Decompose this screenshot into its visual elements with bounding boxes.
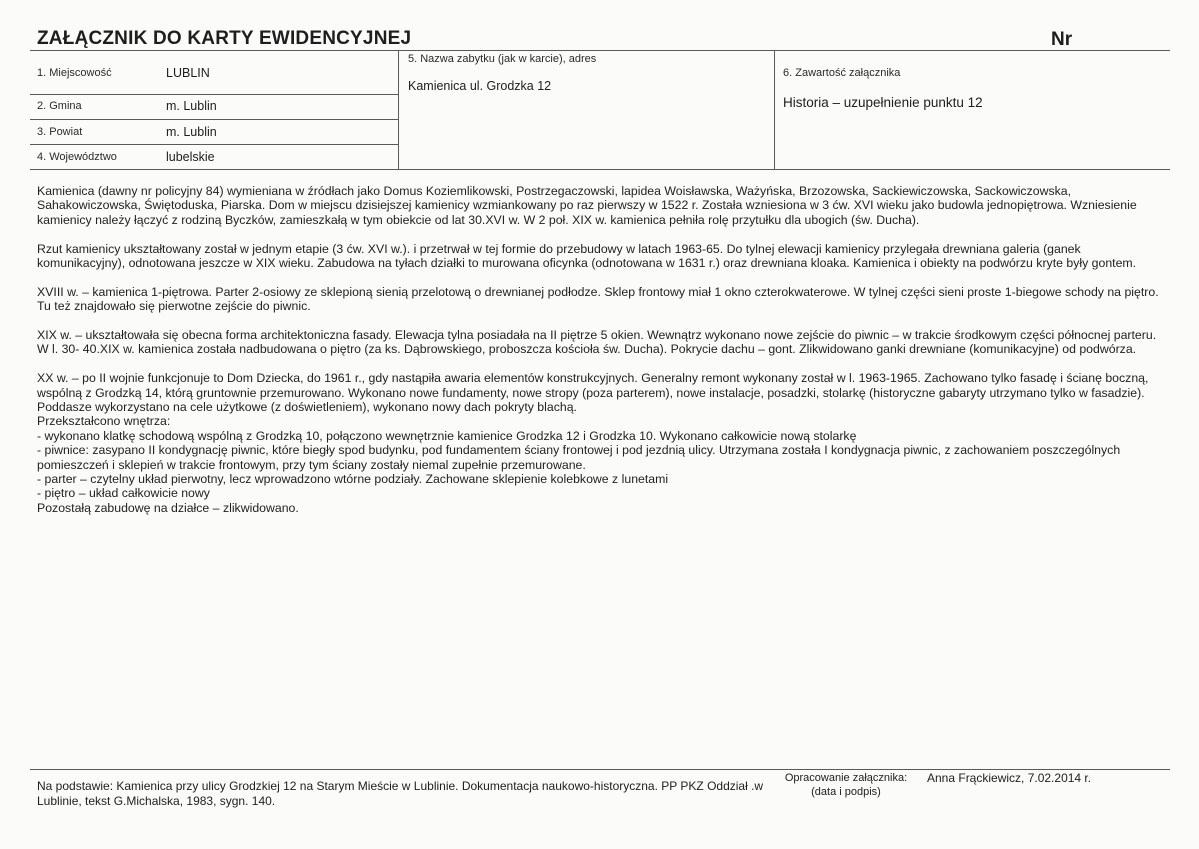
list-item: - piwnice: zasypano II kondygnację piwnic, które biegły spod budynku, pod fundamentem ściany frontowej i pod jezdnią ulicy. Utrzymana została I kondygnacja piwnic, z zachowaniem poszczególnych pomieszczeń i sklepień w trakcie frontowym, przy tym ściany zostały niemal zupełnie przemurowane. — [37, 443, 1121, 472]
paragraph-20th-century: XX w. – po II wojnie funkcjonuje to Dom Dziecka, do 1961 r., gdy nastąpiła awaria elementów konstrukcyjnych. Generalny remont wykonany został w l. 1963-1965. Zachowano tylko fasadę i ścianę boczną, wspólną z Grodzką 14, którą gruntownie przemurowano. Wykonano nowe fundamenty, nowe stropy (poza parterem), nowe instalacje, posadzki, stolarkę (historyczne gabaryty utrzymano tylko w fasadzie). Poddasze wykorzystano na cele użytkowe (z doświetleniem), wykonano nowy dach pokryty blachą. — [37, 371, 1149, 415]
header-bottom-rule — [30, 169, 1170, 170]
history-text — [37, 184, 1165, 515]
list-item: - parter – czytelny układ pierwotny, lecz wprowadzono wtórne podziały. Zachowane sklepienie kolebkowe z lunetami — [37, 472, 669, 487]
top-rule — [30, 50, 1170, 51]
paragraph-origins: Kamienica (dawny nr policyjny 84) wymieniana w źródłach jako Domus Koziemlikowski, Postrzegaczowski, lapidea Woisławska, Ważyńska, Brzozowska, Sackiewiczowska, Sackowiczowska, Sahakowiczowska, Świętoduska, Piarska. Dom w miejscu dzisiejszej kamienicy wzmiankowany po raz pierwszy w 1522 r. Została wzniesiona w 3 ćw. XVI wieku jako budowla jednopiętrowa. Wzniesienie kamienicy należy łączyć z rodziną Byczków, zamieszkałą w tym obiekcie od lat 30.XVI w. W 2 poł. XIX w. kamienica pełniła rolę przytułku dla ubogich (św. Ducha). — [37, 184, 1137, 227]
nazwa-label: 5. Nazwa zabytku (jak w karcie), adres — [408, 53, 597, 65]
prepared-by-value: Anna Frąckiewicz, 7.02.2014 r. — [927, 771, 1092, 785]
wojewodztwo-value: lubelskie — [166, 150, 215, 164]
list-item: - piętro – układ całkowicie nowy — [37, 486, 210, 501]
col-divider-2 — [774, 50, 775, 170]
row-rule-3 — [30, 144, 398, 145]
zawartosc-value: Historia – uzupełnienie punktu 12 — [783, 95, 983, 110]
prepared-by-label — [782, 771, 910, 799]
document-title: ZAŁĄCZNIK DO KARTY EWIDENCYJNEJ — [37, 28, 412, 49]
miejscowosc-value: LUBLIN — [166, 66, 210, 80]
paragraph-19th-century: XIX w. – ukształtowała się obecna forma architektoniczna fasady. Elewacja tylna posiadała na II piętrze 5 okien. Wewnątrz wykonano nowe zejście do piwnic – w trakcie środkowym części północnej parteru. W l. 30- 40.XIX w. kamienica została nadbudowana o piętro (za ks. Dąbrowskiego, proboszcza kościoła św. Ducha). Pokrycie dachu – gont. Zlikwidowano ganki drewniane (komunikacyjne) od podwórza. — [37, 328, 1157, 357]
list-item: - wykonano klatkę schodową wspólną z Grodzką 10, połączono wewnętrznie kamienice Grodzka 12 i Grodzka 10. Wykonano całkowicie nową stolarkę — [37, 428, 857, 443]
powiat-value: m. Lublin — [166, 125, 217, 139]
row-rule-2 — [30, 119, 398, 120]
paragraph-layout: Rzut kamienicy ukształtowany został w jednym etapie (3 ćw. XVI w.). i przetrwał w tej formie do przebudowy w latach 1963-65. Do tylnej elewacji kamienicy przylegała drewniana galeria (ganek komunikacyjny), odnotowana jeszcze w XIX wieku. Zabudowa na tyłach działki to murowana oficynka (odnotowana w 1631 r.) oraz drewniana kloaka. Kamienica i obiekty na podwórzu kryte były gontem. — [37, 241, 1137, 271]
source-note: Na podstawie: Kamienica przy ulicy Grodzkiej 12 na Starym Mieście w Lublinie. Dokumentacja naukowo-historyczna. PP PKZ Oddział .w Lublinie, tekst G.Michalska, 1983, sygn. 140. — [37, 779, 764, 808]
wojewodztwo-label: 4. Województwo — [37, 151, 117, 163]
paragraph-18th-century: XVIII w. – kamienica 1-piętrowa. Parter 2-osiowy ze sklepioną sienią przelotową o drewnianej podłodze. Sklep frontowy miał 1 okno czterokwaterowe. W tylnej części sieni proste 1-biegowe schody na piętro. Tu też znajdowało się pierwotne zejście do piwnic. — [37, 284, 1159, 314]
zawartosc-label: 6. Zawartość załącznika — [783, 67, 901, 79]
gmina-label: 2. Gmina — [37, 100, 82, 112]
prepared-by-sublabel: (data i podpis) — [811, 786, 881, 798]
nazwa-value: Kamienica ul. Grodzka 12 — [408, 79, 552, 93]
nr-label: Nr — [1051, 29, 1073, 50]
miejscowosc-label: 1. Miejscowość — [37, 67, 112, 79]
powiat-label: 3. Powiat — [37, 126, 83, 138]
list-heading: Przekształcono wnętrza: — [37, 414, 171, 429]
prepared-by-label-text: Opracowanie załącznika: — [784, 772, 908, 784]
footer-rule — [30, 769, 1170, 770]
gmina-value: m. Lublin — [166, 99, 217, 113]
row-rule-1 — [30, 94, 398, 95]
col-divider-1 — [398, 50, 399, 170]
closing-line: Pozostałą zabudowę na działce – zlikwidowano. — [37, 500, 299, 515]
